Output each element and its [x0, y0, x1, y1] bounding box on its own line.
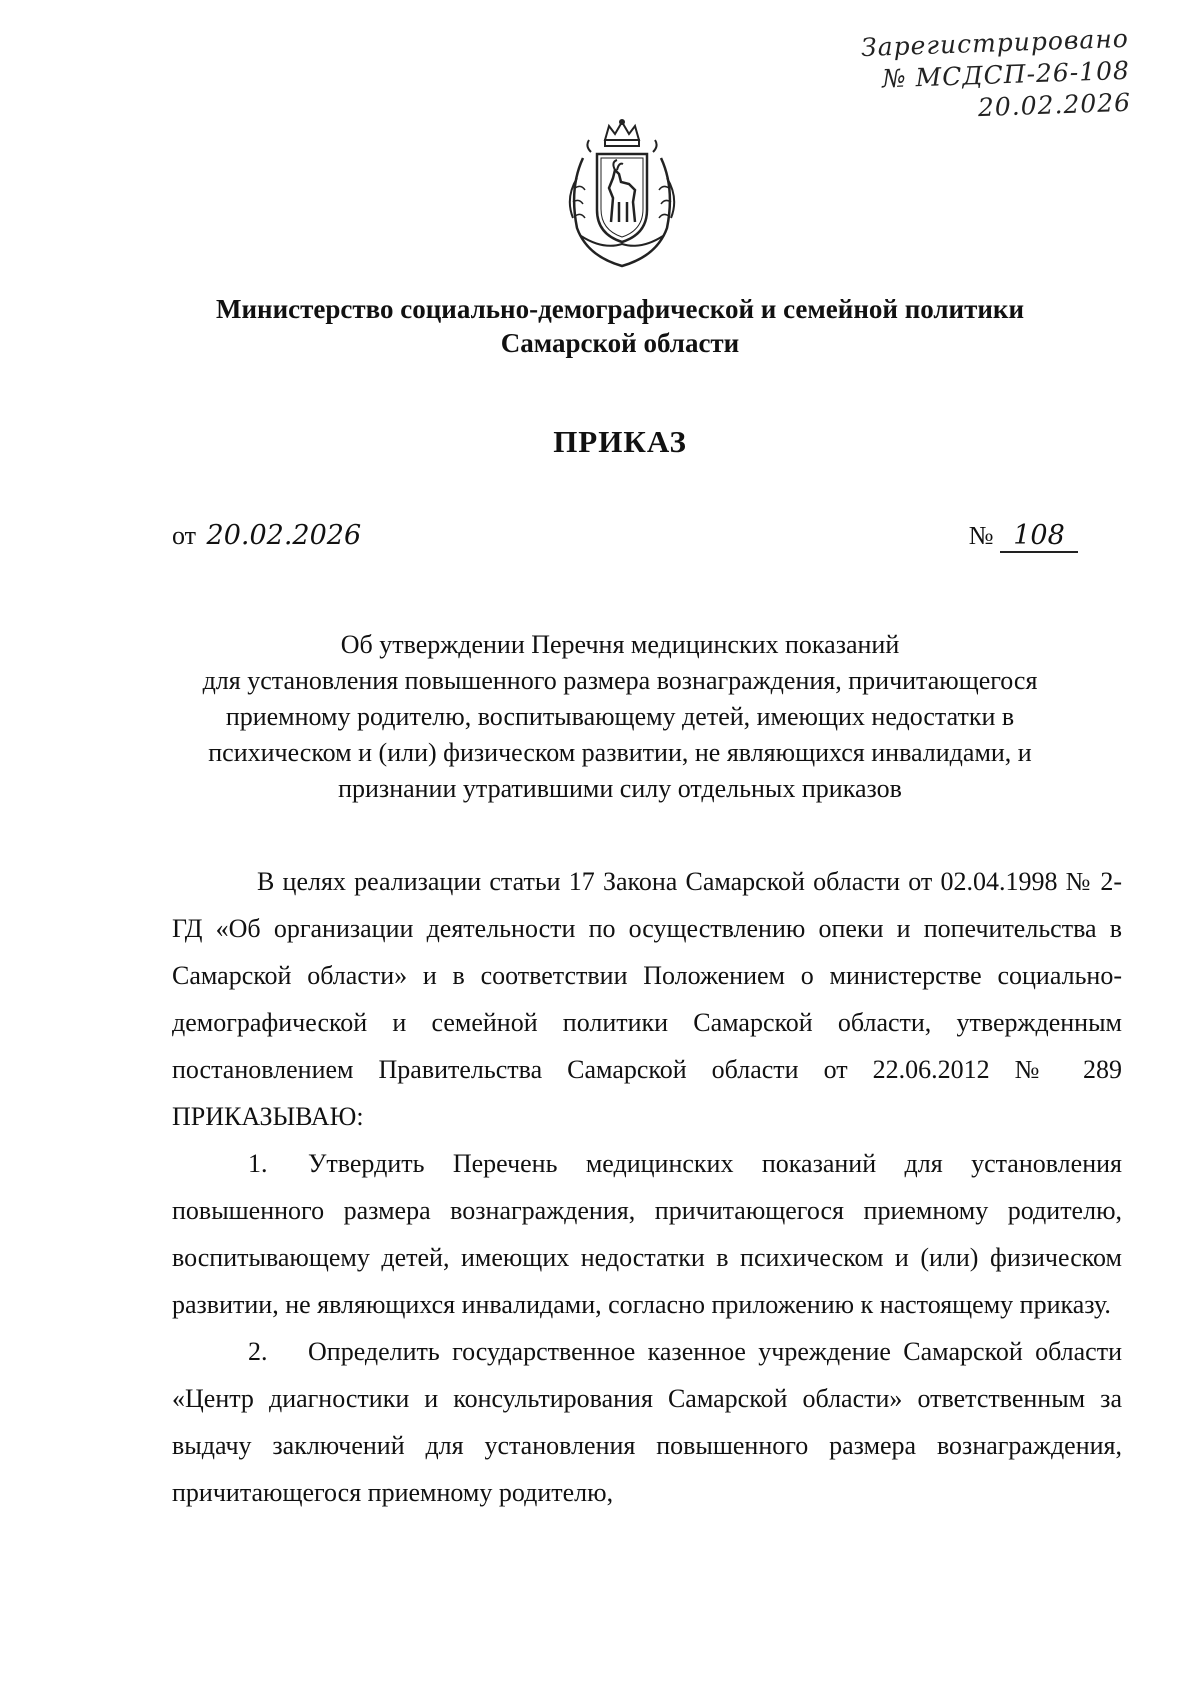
registration-line-2: № МСДСП-26-108 [881, 55, 1131, 94]
subject-line: Об утверждении Перечня медицинских показаний [340, 630, 900, 659]
subject-line: признании утратившими силу отдельных приказов [338, 774, 902, 803]
item-text: Утвердить Перечень медицинских показаний для установления повышенного размера вознаграждения, причитающегося приемному родителю, воспитывающему детей, имеющих недостатки в психическом и (или) физическом развитии, не являющихся инвалидами, согласно приложению к настоящему приказу. [172, 1149, 1122, 1319]
order-item-2 [172, 1328, 1122, 1516]
subject-line: для установления повышенного размера вознаграждения, причитающегося [202, 666, 1038, 695]
preamble-paragraph: В целях реализации статьи 17 Закона Самарской области от 02.04.1998 № 2-ГД «Об организации деятельности по осуществлению опеки и попечительства в Самарской области» и в соответствии Положением о министерстве социально-демографической и семейной политики Самарской области, утвержденным постановлением Правительства Самарской области от 22.06.2012 № 289 ПРИКАЗЫВАЮ: [172, 867, 1122, 1131]
item-number: 1. [248, 1149, 268, 1178]
registration-line-1: Зарегистрировано [860, 23, 1130, 63]
date-prefix: от [172, 521, 197, 550]
item-text: Определить государственное казенное учреждение Самарской области «Центр диагностики и консультирования Самарской области» ответственным за выдачу заключений для установления повышенного размера вознаграждения, причитающегося приемному родителю, [172, 1337, 1122, 1507]
subject-line: приемному родителю, воспитывающему детей, имеющих недостатки в [225, 702, 1015, 731]
registration-line-3: 20.02.2026 [977, 87, 1132, 123]
number-value: 108 [1000, 520, 1078, 553]
number-prefix: № [968, 521, 994, 550]
order-subject [170, 627, 1070, 807]
ministry-name [160, 292, 1080, 360]
ministry-name-line-1: Министерство социально-демографической и семейной политики [215, 294, 1025, 324]
item-number: 2. [248, 1337, 268, 1366]
subject-line: психическом и (или) физическом развитии, не являющихся инвалидами, и [208, 738, 1032, 767]
order-body [172, 858, 1122, 1516]
ministry-name-line-2: Самарской области [500, 328, 740, 358]
order-number [969, 520, 1078, 553]
date-value: 20.02.2026 [206, 520, 362, 551]
handwritten-registration-note [828, 23, 1131, 129]
samara-coat-of-arms-icon [563, 118, 681, 270]
order-title: ПРИКАЗ [553, 424, 687, 459]
order-item-1 [172, 1140, 1122, 1328]
order-date [172, 520, 365, 551]
